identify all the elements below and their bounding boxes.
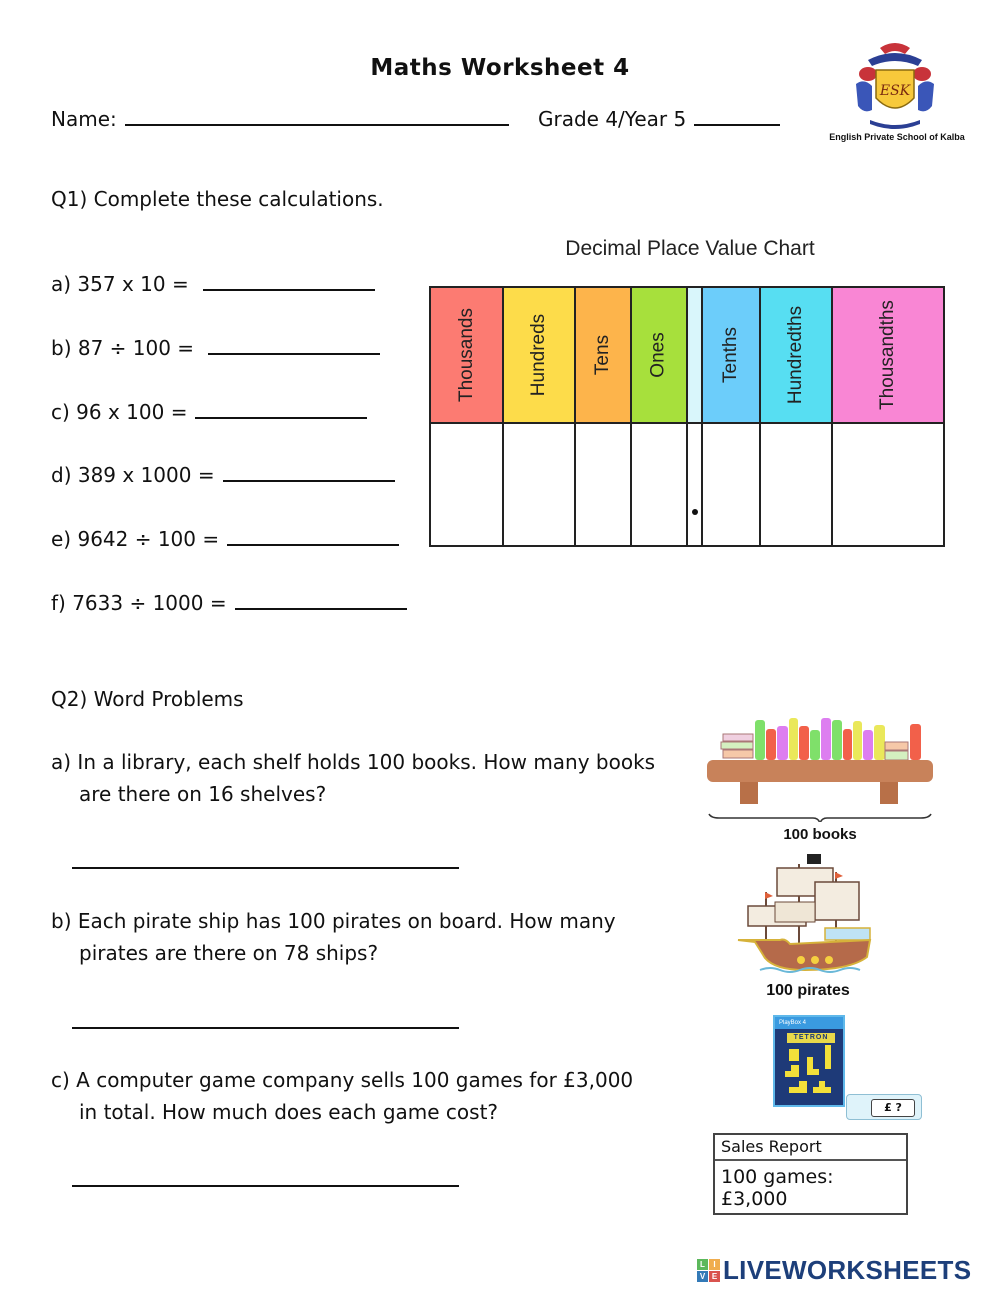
grade-row <box>538 107 780 131</box>
place-value-chart <box>429 286 945 547</box>
pv-header <box>504 288 574 424</box>
pv-column-thousandths <box>833 288 943 545</box>
pv-cell[interactable] <box>761 424 831 545</box>
q1-item-f-text: f) 7633 ÷ 1000 = <box>51 591 227 615</box>
pv-column-thousands <box>431 288 504 545</box>
sales-report-value: 100 games: £3,000 <box>721 1166 834 1210</box>
pv-header <box>833 288 943 424</box>
q1-item-d <box>51 463 395 487</box>
tetris-blocks-icon <box>775 1043 843 1099</box>
place-value-chart-title: Decimal Place Value Chart <box>565 237 815 260</box>
q1-item-b-text: b) 87 ÷ 100 = <box>51 336 195 360</box>
grade-label: Grade 4/Year 5 <box>538 107 687 131</box>
name-label: Name: <box>51 107 117 131</box>
q2-item-c-line2: in total. How much does each game cost? <box>79 1100 499 1124</box>
pv-header-label: Tenths <box>720 327 742 383</box>
q1-item-f <box>51 591 407 615</box>
sales-report-title: Sales Report <box>715 1135 906 1161</box>
game-title: TETRON <box>787 1033 835 1043</box>
pv-cell <box>688 424 701 545</box>
badge-letter: V <box>697 1271 708 1282</box>
q1-answer-d[interactable] <box>223 480 395 482</box>
decimal-point <box>692 509 698 515</box>
pv-cell[interactable] <box>576 424 630 545</box>
pv-column-decimal <box>688 288 703 545</box>
pv-column-tenths <box>703 288 761 545</box>
pv-cell[interactable] <box>833 424 943 545</box>
name-row <box>51 107 509 131</box>
pv-cell[interactable] <box>632 424 686 545</box>
price-tag-label: £ ? <box>871 1099 915 1117</box>
q2-item-b-line1: b) Each pirate ship has 100 pirates on board. How many <box>51 909 616 933</box>
grade-field[interactable] <box>694 124 780 126</box>
pv-cell[interactable] <box>431 424 502 545</box>
q1-answer-b[interactable] <box>208 353 380 355</box>
badge-letter: I <box>709 1259 720 1270</box>
books-caption: 100 books <box>783 826 857 843</box>
name-field[interactable] <box>125 124 509 126</box>
q2-heading: Q2) Word Problems <box>51 687 244 711</box>
q1-answer-f[interactable] <box>235 608 407 610</box>
pv-header <box>703 288 759 424</box>
pirate-ship-illustration <box>735 852 885 980</box>
pv-header-label: Ones <box>648 332 670 378</box>
pv-cell[interactable] <box>703 424 759 545</box>
q1-item-e-text: e) 9642 ÷ 100 = <box>51 527 220 551</box>
q2-item-b-line2: pirates are there on 78 ships? <box>79 941 379 965</box>
pv-column-hundredths <box>761 288 833 545</box>
q1-item-e <box>51 527 399 551</box>
q1-item-a-text: a) 357 x 10 = <box>51 272 189 296</box>
ship-hull <box>738 940 870 971</box>
pirates-caption: 100 pirates <box>766 982 850 999</box>
price-tag <box>846 1094 922 1120</box>
pv-header <box>431 288 502 424</box>
pv-header <box>576 288 630 424</box>
liveworksheets-brand: LIVEWORKSHEETS <box>723 1255 972 1285</box>
q1-item-d-text: d) 389 x 1000 = <box>51 463 215 487</box>
live-badge-icon <box>697 1259 720 1282</box>
pv-cell[interactable] <box>504 424 574 545</box>
badge-letter: L <box>697 1259 708 1270</box>
q2-item-a-line2: are there on 16 shelves? <box>79 782 327 806</box>
q1-item-a <box>51 272 375 296</box>
game-box-illustration <box>773 1015 845 1107</box>
q1-answer-e[interactable] <box>227 544 399 546</box>
badge-letter: E <box>709 1271 720 1282</box>
pv-header-label: Hundreds <box>528 313 550 397</box>
q1-item-b <box>51 336 380 360</box>
worksheet-title: Maths Worksheet 4 <box>370 55 630 81</box>
pv-header-label: Tens <box>592 334 614 376</box>
bookshelf-illustration <box>705 712 935 822</box>
pv-header-label: Thousands <box>455 307 477 403</box>
crest-letters: ESK <box>879 83 911 99</box>
pv-header <box>761 288 831 424</box>
pv-column-tens <box>576 288 632 545</box>
q2-item-c-line1: c) A computer game company sells 100 games for £3,000 <box>51 1068 634 1092</box>
crest-lion-right <box>918 81 934 111</box>
q2-answer-c[interactable] <box>72 1185 459 1187</box>
liveworksheets-logo <box>697 1255 971 1286</box>
crest-mantle <box>868 53 922 66</box>
school-name: English Private School of Kalba <box>829 132 965 142</box>
school-crest-logo <box>850 40 940 132</box>
q2-item-a-line1: a) In a library, each shelf holds 100 books. How many books <box>51 750 656 774</box>
q1-answer-a[interactable] <box>203 289 375 291</box>
q2-answer-b[interactable] <box>72 1027 459 1029</box>
pv-header-label: Thousandths <box>877 300 899 410</box>
crest-lion-left <box>856 81 872 111</box>
q1-item-c-text: c) 96 x 100 = <box>51 400 188 424</box>
pv-column-ones <box>632 288 688 545</box>
pv-header-label: Hundredths <box>785 305 807 405</box>
sales-report-box <box>713 1133 908 1215</box>
pv-header <box>688 288 701 424</box>
q1-answer-c[interactable] <box>195 417 367 419</box>
pirate-flag <box>807 854 821 864</box>
q1-item-c <box>51 400 367 424</box>
crest-top <box>880 43 910 54</box>
game-box-brand: PlayBox 4 <box>775 1017 843 1029</box>
q1-heading: Q1) Complete these calculations. <box>51 187 384 211</box>
pv-header <box>632 288 686 424</box>
pv-column-hundreds <box>504 288 576 545</box>
q2-answer-a[interactable] <box>72 867 459 869</box>
